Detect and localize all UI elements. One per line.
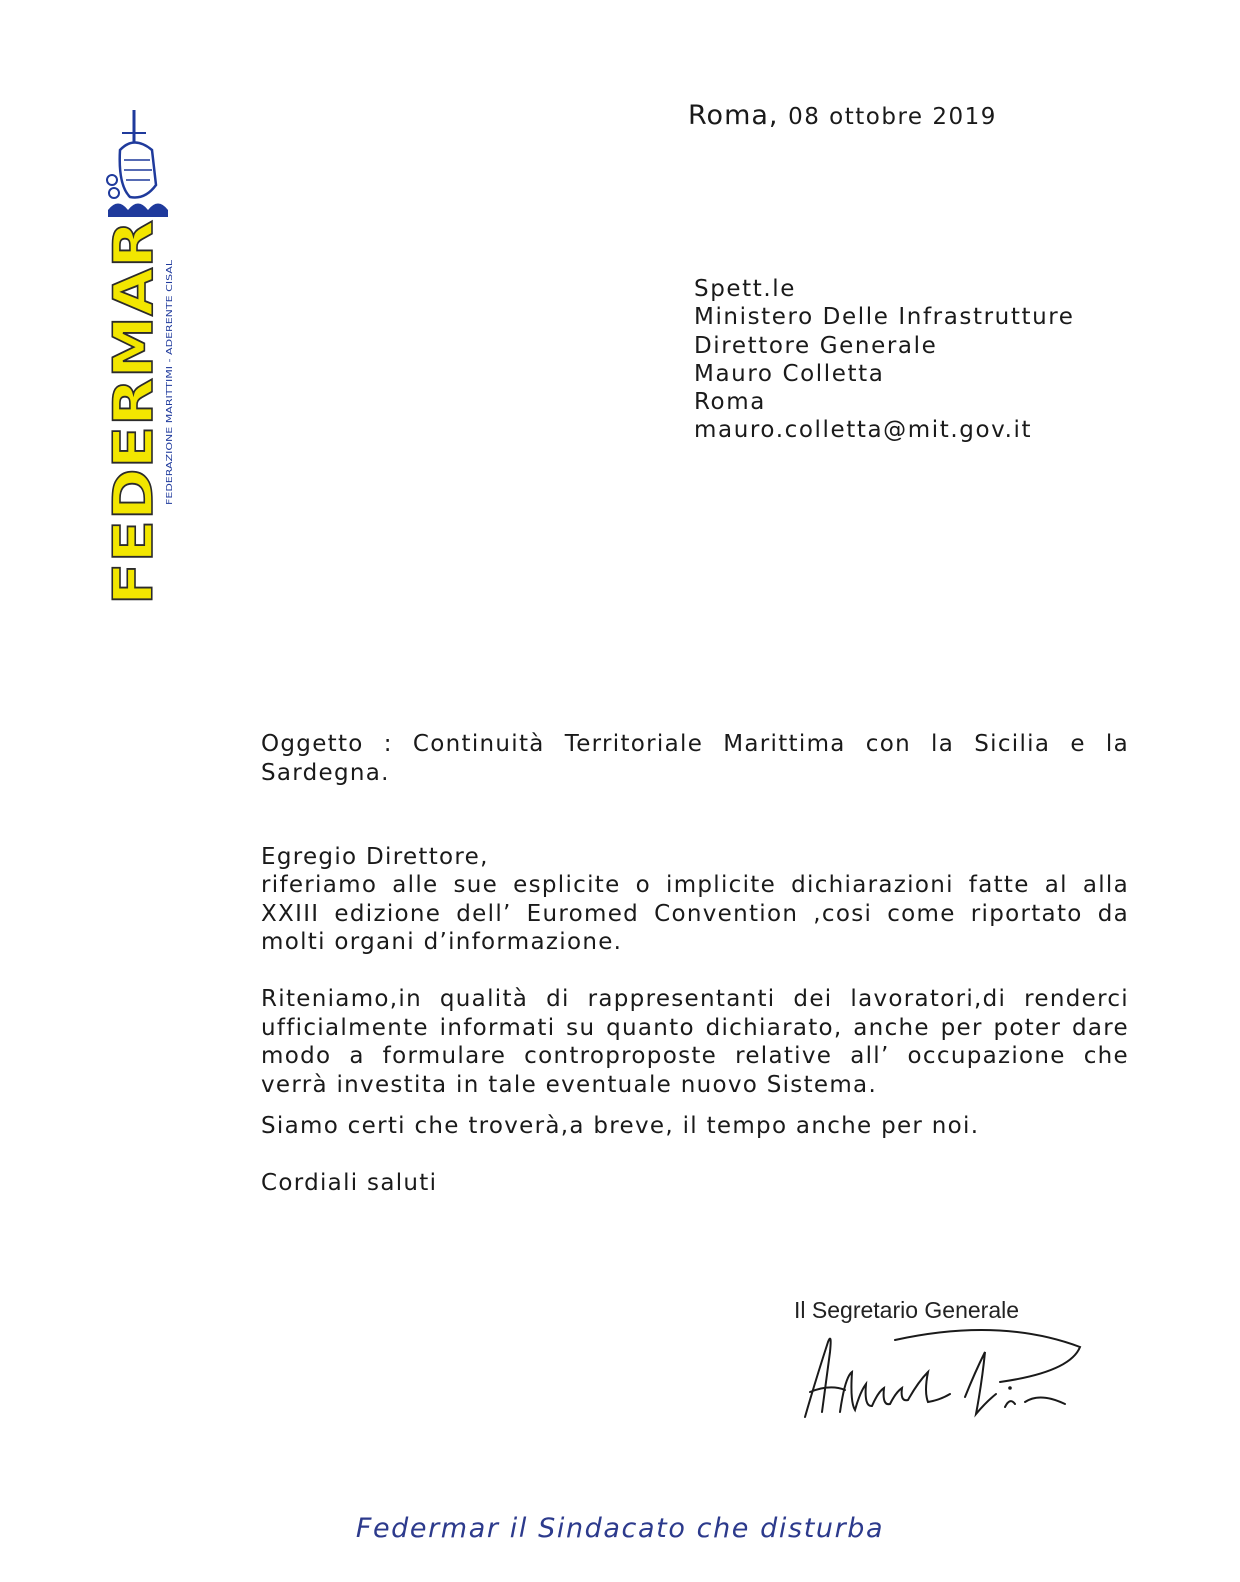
letter-closing: Cordiali saluti bbox=[261, 1170, 438, 1196]
date-line: Roma, 08 ottobre 2019 bbox=[688, 100, 997, 131]
recipient-line: Ministero Delle Infrastrutture bbox=[694, 304, 1075, 331]
recipient-line: Spett.le bbox=[694, 276, 797, 302]
recipient-line: Roma bbox=[694, 389, 766, 416]
recipient-line: Direttore Generale bbox=[694, 332, 938, 359]
letter-paragraph: Riteniamo,in qualità di rappresentanti dei lavoratori,di renderci ufficialmente informati su quanto dichiarato, anche per poter dare modo a formulare controproposte relative all’ occupazione che verrà investita in tale eventuale nuovo Sistema. bbox=[261, 986, 1129, 1098]
recipient-email: mauro.colletta@mit.gov.it bbox=[694, 417, 1033, 444]
ship-anchor-icon bbox=[100, 105, 180, 610]
letter-subject: Oggetto : Continuità Territoriale Marittima con la Sicilia e la Sardegna. bbox=[261, 731, 1129, 786]
signatory-title: Il Segretario Generale bbox=[794, 1297, 1020, 1323]
handwritten-signature bbox=[800, 1322, 1100, 1442]
logo-wordmark: FEDERMAR bbox=[102, 270, 165, 605]
city: Roma bbox=[688, 100, 769, 131]
letter-paragraph: riferiamo alle sue esplicite o implicite dichiarazioni fatte al alla XXIII edizione dell’ Euromed Convention ,cosi come riportato da molti organi d’informazione. bbox=[261, 872, 1129, 955]
letter-paragraph: Siamo certi che troverà,a breve, il tempo anche per noi. bbox=[261, 1113, 980, 1139]
footer-slogan: Federmar il Sindacato che disturba bbox=[355, 1513, 885, 1544]
recipient-address bbox=[694, 275, 1075, 445]
logo-subtitle: FEDERAZIONE MARITTIMI - ADERENTE CISAL bbox=[165, 327, 174, 505]
letter-date: 08 ottobre 2019 bbox=[788, 104, 997, 130]
letter-greeting: Egregio Direttore, bbox=[261, 844, 489, 870]
recipient-line: Mauro Colletta bbox=[694, 360, 885, 387]
federmar-logo bbox=[100, 105, 180, 610]
